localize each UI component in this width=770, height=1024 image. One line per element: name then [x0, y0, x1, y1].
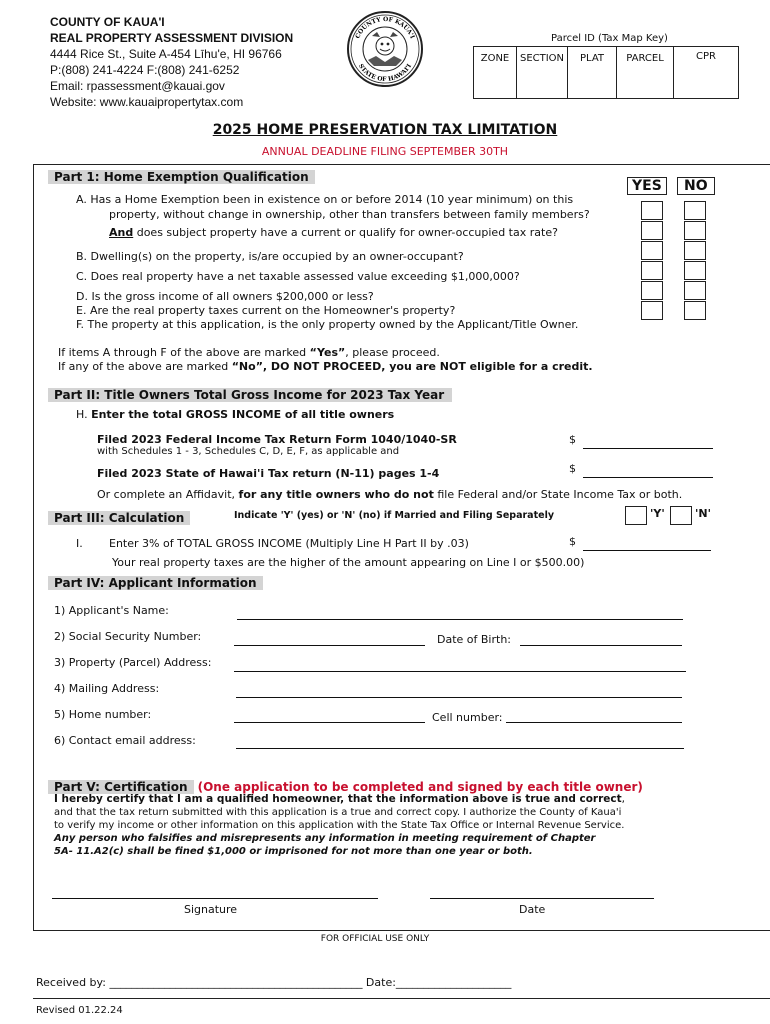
- county-name: COUNTY OF KAUA'I: [50, 15, 165, 29]
- county-seal: [346, 10, 424, 88]
- calc-note: Your real property taxes are the higher of the amount appearing on Line I or $500.00): [112, 556, 585, 569]
- contact-email-field[interactable]: [236, 748, 684, 749]
- no-checkbox-2[interactable]: [684, 221, 706, 240]
- question-f: F. The property at this application, is the only property owned by the Applicant/Title Owner.: [76, 318, 579, 331]
- married-yes-checkbox[interactable]: [625, 506, 647, 525]
- phone-fax: P:(808) 241-4224 F:(808) 241-6252: [50, 63, 240, 77]
- section-label: SECTION: [519, 53, 565, 64]
- part5-heading: Part V: Certification: [48, 780, 194, 794]
- line-h-label: H.: [76, 408, 92, 421]
- plat-cell[interactable]: [568, 47, 617, 99]
- revision-date: Revised 01.22.24: [36, 1005, 123, 1016]
- question-c: C. Does real property have a net taxable assessed value exceeding $1,000,000?: [76, 270, 520, 283]
- website-line: Website: www.kauaipropertytax.com: [50, 95, 244, 109]
- official-divider: [33, 930, 770, 931]
- office-address: 4444 Rice St., Suite A-454 Līhu'e, HI 96766: [50, 47, 282, 61]
- yes-checkbox-1[interactable]: [641, 201, 663, 220]
- home-number-field[interactable]: [234, 722, 425, 723]
- affidavit-note-a: Or complete an Affidavit,: [97, 488, 239, 501]
- zone-cell[interactable]: [474, 47, 517, 99]
- dob-label: Date of Birth:: [437, 633, 512, 646]
- parcel-cell[interactable]: [617, 47, 674, 99]
- contact-email-label: 6) Contact email address:: [54, 734, 196, 747]
- question-a-line1: A. Has a Home Exemption been in existence on or before 2014 (10 year minimum) on this: [76, 193, 574, 206]
- question-b: B. Dwelling(s) on the property, is/are occupied by an owner-occupant?: [76, 250, 464, 263]
- parcel-id-label: Parcel ID (Tax Map Key): [551, 33, 668, 44]
- certification-comma: ,: [621, 793, 625, 805]
- question-a-line3-text: does subject property have a current or qualify for owner-occupied tax rate?: [133, 226, 558, 239]
- penalty-warning-line1: Any person who falsifies and misrepresents any information in meeting requirement of Chapter: [54, 833, 596, 844]
- proceed-note-c: , please proceed.: [345, 346, 440, 359]
- cell-number-field[interactable]: [506, 722, 682, 723]
- part1-heading: Part 1: Home Exemption Qualification: [48, 170, 315, 184]
- certification-line3: to verify my income or other information on this application with the State Tax Office or Internal Revenue Service.: [54, 820, 625, 831]
- affidavit-note: [97, 488, 682, 501]
- proceed-note-yes: “Yes”: [309, 346, 346, 359]
- federal-return-label: Filed 2023 Federal Income Tax Return Form 1040/1040-SR: [97, 433, 457, 446]
- yes-checkbox-2[interactable]: [641, 221, 663, 240]
- property-address-field[interactable]: [234, 671, 686, 672]
- deadline-note: ANNUAL DEADLINE FILING SEPTEMBER 30TH: [261, 145, 509, 158]
- parcel-id-table: [473, 46, 739, 99]
- married-no-label: 'N': [695, 507, 711, 520]
- ssn-label: 2) Social Security Number:: [54, 630, 202, 643]
- bottom-rule: [33, 998, 770, 999]
- signature-label: Signature: [184, 903, 238, 916]
- stop-note-b: “No”, DO NOT PROCEED, you are NOT eligible for a credit.: [231, 360, 593, 373]
- state-income-field[interactable]: [583, 477, 713, 478]
- part2-heading: Part II: Title Owners Total Gross Income for 2023 Tax Year: [48, 388, 452, 402]
- question-a-line2: property, without change in ownership, other than transfers between family members?: [109, 208, 590, 221]
- zone-label: ZONE: [480, 53, 510, 64]
- married-yes-label: 'Y': [650, 507, 665, 520]
- date-label: Date: [519, 903, 546, 916]
- home-number-label: 5) Home number:: [54, 708, 152, 721]
- main-box-left: [33, 164, 34, 930]
- certification-bold: I hereby certify that I am a qualified homeowner, that the information above is true and correct: [54, 793, 622, 805]
- part4-heading: Part IV: Applicant Information: [48, 576, 263, 590]
- property-address-label: 3) Property (Parcel) Address:: [54, 656, 212, 669]
- no-header: NO: [677, 177, 715, 195]
- affidavit-note-b: for any title owners who do not: [238, 488, 434, 501]
- mailing-address-label: 4) Mailing Address:: [54, 682, 160, 695]
- main-box-top: [33, 164, 770, 165]
- seal-top-text: COUNTY OF KAUA'I: [354, 15, 416, 40]
- cpr-cell[interactable]: [674, 47, 739, 99]
- married-no-checkbox[interactable]: [670, 506, 692, 525]
- line-i-text: Enter 3% of TOTAL GROSS INCOME (Multiply Line H Part II by .03): [109, 537, 469, 550]
- no-checkbox-4[interactable]: [684, 261, 706, 280]
- received-by-line: Received by: ______________________________________________ Date:_____________________: [36, 976, 512, 989]
- mailing-address-field[interactable]: [236, 697, 682, 698]
- proceed-note-a: If items A through F of the above are marked: [58, 346, 310, 359]
- no-checkbox-6[interactable]: [684, 301, 706, 320]
- parcel-label: PARCEL: [626, 53, 664, 64]
- penalty-warning-line2: 5A- 11.A2(c) shall be fined $1,000 or imprisoned for not more than one year or both.: [54, 846, 533, 857]
- applicant-name-field[interactable]: [237, 619, 683, 620]
- division-name: REAL PROPERTY ASSESSMENT DIVISION: [50, 31, 294, 45]
- cell-number-label: Cell number:: [432, 711, 503, 724]
- stop-note: [58, 360, 593, 373]
- yes-checkbox-4[interactable]: [641, 261, 663, 280]
- certification-line2: and that the tax return submitted with this application is a true and correct copy. I authorize the County of Kaua'i: [54, 807, 622, 818]
- dob-field[interactable]: [520, 645, 682, 646]
- line-i-label: I.: [76, 537, 83, 550]
- stop-note-a: If any of the above are marked: [58, 360, 232, 373]
- email-line: Email: rpassessment@kauai.gov: [50, 79, 225, 93]
- calc-dollar-sign: $: [569, 535, 576, 548]
- yes-header: YES: [627, 177, 667, 195]
- married-filing-question: Indicate 'Y' (yes) or 'N' (no) if Married and Filing Separately: [234, 510, 555, 521]
- plat-label: PLAT: [579, 53, 604, 64]
- affidavit-note-c: file Federal and/or State Income Tax or both.: [433, 488, 683, 501]
- part3-heading: Part III: Calculation: [48, 511, 190, 525]
- section-cell[interactable]: [517, 47, 568, 99]
- cpr-label: CPR: [696, 51, 716, 62]
- date-field[interactable]: [430, 898, 654, 899]
- official-use-label: FOR OFFICIAL USE ONLY: [320, 934, 430, 944]
- line-h: [76, 408, 394, 421]
- signature-field[interactable]: [52, 898, 378, 899]
- federal-schedules-label: with Schedules 1 - 3, Schedules C, D, E, F, as applicable and: [97, 446, 400, 457]
- and-emphasis: And: [109, 226, 134, 239]
- no-checkbox-5[interactable]: [684, 281, 706, 300]
- state-return-label: Filed 2023 State of Hawai'i Tax return (N-11) pages 1-4: [97, 467, 440, 480]
- federal-dollar-sign: $: [569, 433, 576, 446]
- ssn-field[interactable]: [234, 645, 425, 646]
- state-dollar-sign: $: [569, 462, 576, 475]
- calc-amount-field[interactable]: [583, 550, 711, 551]
- no-checkbox-3[interactable]: [684, 241, 706, 260]
- question-d: D. Is the gross income of all owners $200,000 or less?: [76, 290, 374, 303]
- form-title: 2025 HOME PRESERVATION TAX LIMITATION: [212, 122, 558, 138]
- line-h-text: Enter the total GROSS INCOME of all title owners: [91, 408, 395, 421]
- yes-checkbox-6[interactable]: [641, 301, 663, 320]
- question-e: E. Are the real property taxes current on the Homeowner's property?: [76, 304, 456, 317]
- yes-checkbox-5[interactable]: [641, 281, 663, 300]
- proceed-note: [58, 346, 440, 359]
- one-per-owner-note: (One application to be completed and signed by each title owner): [197, 780, 643, 794]
- applicant-name-label: 1) Applicant's Name:: [54, 604, 169, 617]
- yes-checkbox-3[interactable]: [641, 241, 663, 260]
- certification-line1: [54, 793, 625, 805]
- question-a-line3: [109, 226, 558, 239]
- no-checkbox-1[interactable]: [684, 201, 706, 220]
- federal-income-field[interactable]: [583, 448, 713, 449]
- seal-bottom-text: STATE OF HAWAI'I: [356, 62, 414, 84]
